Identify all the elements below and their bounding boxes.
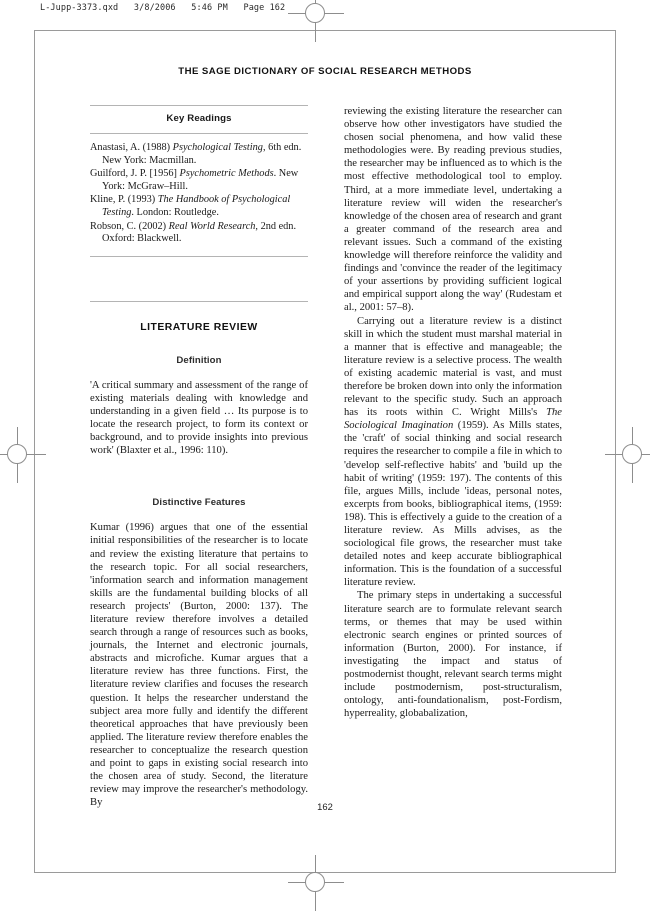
reference-title: Psychometric Methods: [179, 168, 274, 180]
entry-title: LITERATURE REVIEW: [140, 321, 258, 333]
key-reading-reference: [90, 168, 308, 193]
paragraph-two-part-two: (1959). As Mills states, the 'craft' of social thinking and social research requires the researcher to compile a file in which to 'develop self-reflective habits' and 'build up the habit of writing' (1959: 197). The contents of this file, argues Mills, include 'ideas, personal notes, excerpts from books, bibliographical items, (1959: 198). This is effectively a guide to the creation of a literature review. As Mills advises, as the sociological file grows, the researcher must take detailed notes and keep accurate bibliographical information. This is the foundation of a successful literature review.: [344, 420, 562, 589]
reference-post: , 6th edn. New York: Macmillan.: [102, 142, 302, 166]
registration-mark-right-icon: [605, 427, 650, 483]
reference-post: , 2nd edn. Oxford: Blackwell.: [102, 220, 297, 245]
distinctive-features-heading: Distinctive Features: [152, 497, 246, 509]
reference-post: . London: Routledge.: [131, 206, 219, 218]
paragraph-two-part-one: Carrying out a literature review is a distinct skill in which the student must marshal material in a manner that is effective and manageable; the literature review is a selective process. The wealth of existing academic material is vast, and must therefore be broken down into only the information relevant to the specific study. Such an approach has its roots within C. Wright Mills's: [344, 315, 562, 419]
key-readings-box: [90, 105, 308, 257]
column-left: [90, 105, 308, 809]
registration-mark-bottom-icon: [288, 855, 344, 911]
reference-title: The Handbook of Psychological Testing: [102, 194, 291, 218]
definition-heading: Definition: [176, 354, 222, 366]
column-right: [344, 105, 562, 809]
reference-pre: Kline, P. (1993): [90, 194, 158, 206]
key-readings-divider: [90, 133, 308, 134]
distinctive-features-paragraph: Kumar (1996) argues that one of the essential initial responsibilities of the researcher is to locate and review the existing literature that pertains to the research topic. For all social researchers, 'information search and information management skills are the fundamental building blocks of all research projects' (Burton, 2000: 137). The literature review therefore involves a detailed search through a range of resources such as books, journals, the Internet and electronic journals, abstracts and microfiche. Kumar argues that a literature review has three functions. First, the literature review clarifies and focuses the research question. It helps the researcher understand the subject area more fully and identify the different theoretical approaches that have previously been applied. The literature review therefore enables the researcher to conceptualize the research question and point to gaps in existing social research into the chosen area of study. Second, the literature review may improve the researcher's methodology. By: [90, 522, 308, 809]
reference-title: Real World Research: [168, 220, 256, 232]
registration-mark-top-icon: [288, 0, 344, 42]
definition-paragraph: 'A critical summary and assessment of the range of existing materials dealing with knowledge and understanding in a given field … Its purpose is to locate the research project, to form its context or background, and to provide insights into previous work' (Blaxter et al., 1996: 110).: [90, 379, 308, 457]
right-paragraph-three: The primary steps in undertaking a successful literature search are to formulate relevant search terms, or themes that may be used within electronic search engines or printed sources of information (Burton, 2000). For instance, if investigating the impact and status of postmodernist thought, relevant search terms might include postmodernism, post-structuralism, ontology, anti-foundationalism, post-Fordism, hyperreality, globabalization,: [344, 590, 562, 720]
reference-title: Psychological Testing: [172, 142, 263, 153]
key-reading-reference: [90, 194, 308, 219]
right-paragraph-two: [344, 315, 562, 590]
body-columns: [90, 105, 562, 809]
prepress-file-info: L-Jupp-3373.qxd 3/8/2006 5:46 PM Page 162: [40, 3, 286, 13]
reference-pre: Robson, C. (2002): [90, 220, 169, 232]
page-number: 162: [317, 801, 333, 812]
registration-mark-left-icon: [0, 427, 46, 483]
entry-divider: [90, 301, 308, 302]
reference-pre: Anastasi, A. (1988): [90, 142, 173, 153]
key-reading-reference: [90, 142, 308, 167]
reference-post: . New York: McGraw–Hill.: [102, 168, 299, 192]
book-title-sociological-imagination: The Sociological Imagination: [344, 407, 562, 432]
right-paragraph-one: reviewing the existing literature the researcher can observe how other investigators have studied the chosen social phenomena, and how valid these methodologies were. By reading previous studies, the researcher may be influenced as to which is the most effective methodological tool to employ. Third, at a more immediate level, undertaking a literature review will widen the researcher's knowledge of the chosen area of research and grant a greater command of the research area and relevant issues. Such a command of the existing knowledge will therefore reinforce the validity and findings and 'convince the reader of the legitimacy of your assertions by providing sufficient logical and empirical support along the way' (Rudestam et al., 2001: 57–8).: [344, 106, 562, 314]
reference-pre: Guilford, J. P. [1956]: [90, 168, 180, 180]
key-readings-title: Key Readings: [166, 113, 232, 124]
running-head: THE SAGE DICTIONARY OF SOCIAL RESEARCH METHODS: [178, 66, 472, 77]
key-reading-reference: [90, 221, 308, 246]
